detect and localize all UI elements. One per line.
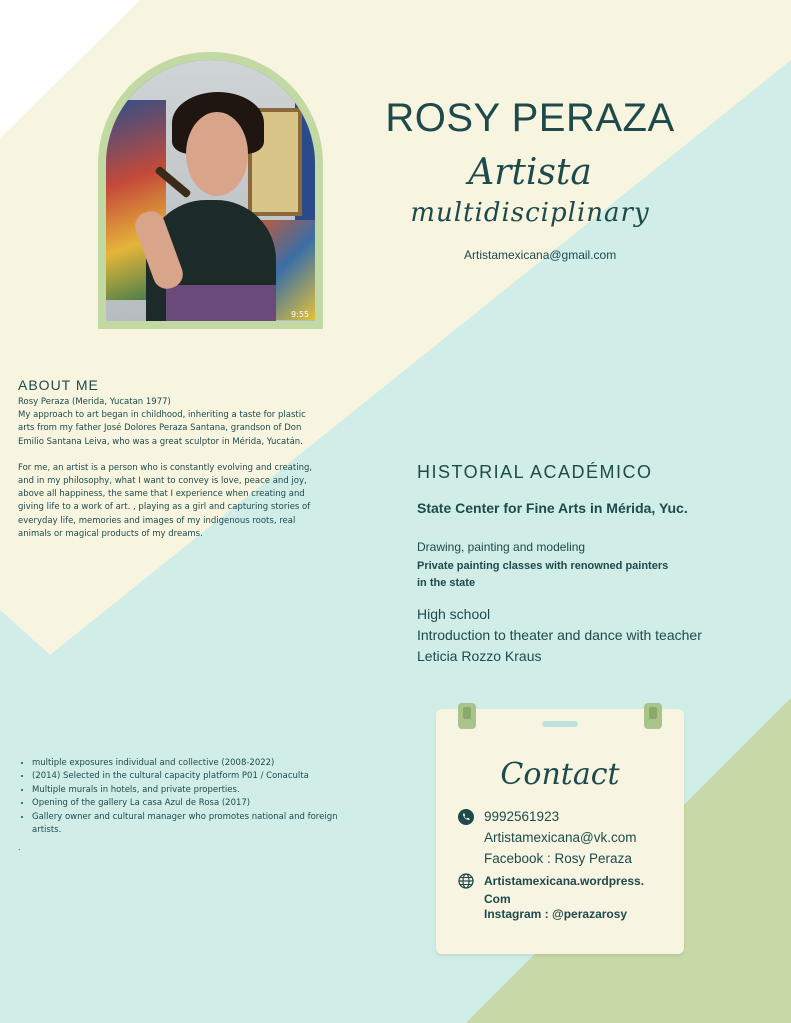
about-heading: ABOUT ME xyxy=(18,377,99,393)
about-text xyxy=(18,396,318,554)
list-item: • Gallery owner and cultural manager who promotes national and foreign artists. xyxy=(32,811,352,838)
academic-institution: State Center for Fine Arts in Mérida, Yuc. xyxy=(417,500,688,516)
academic-line-1: Drawing, painting and modeling xyxy=(417,540,586,554)
clip-left-icon xyxy=(458,703,476,729)
contact-instagram[interactable]: Instagram : @perazarosy xyxy=(484,907,628,921)
academic-line-3: High school Introduction to theater and dance with teacher Leticia Rozzo Kraus xyxy=(417,606,702,664)
about-paragraph-1: Rosy Peraza (Merida, Yucatan 1977) My approach to art began in childhood, inheriting a taste for plastic arts from my father José Dolores Peraza Santana, grandson of Don Emilio Santana Leiva, who was a great sculptor in Mérida, Yucatán. xyxy=(18,397,306,447)
list-item: • (2014) Selected in the cultural capacity platform P01 / Conaculta xyxy=(32,770,352,783)
contact-website[interactable]: Artistamexicana.wordpress. Com xyxy=(484,874,645,906)
artist-name: ROSY PERAZA xyxy=(385,96,675,140)
contact-phone[interactable]: 9992561923 xyxy=(484,809,560,824)
list-item: • multiple exposures individual and collective (2008-2022) xyxy=(32,757,352,770)
photo-timestamp: 9:55 xyxy=(291,310,309,319)
list-tail: . xyxy=(18,843,21,852)
profile-photo xyxy=(106,60,315,321)
card-slot xyxy=(542,721,578,727)
achievements-list xyxy=(22,757,352,837)
list-item: • Multiple murals in hotels, and private properties. xyxy=(32,784,352,797)
contact-card xyxy=(436,709,684,954)
list-item: • Opening of the gallery La casa Azul de Rosa (2017) xyxy=(32,797,352,810)
phone-icon xyxy=(458,809,474,825)
contact-email[interactable]: Artistamexicana@vk.com xyxy=(484,830,637,845)
title-multidisciplinary: multidisciplinary xyxy=(410,198,650,228)
academic-heading: HISTORIAL ACADÉMICO xyxy=(417,462,653,482)
about-paragraph-2: For me, an artist is a person who is constantly evolving and creating, and in my philosophy, what I want to convey is love, peace and joy, above all happiness, the same that I experience when creating and giving life to a work of art. , playing as a girl and capturing stories of everyday life, memories and images of my indigenous roots, real animals or magical products of my dreams. xyxy=(18,462,313,539)
profile-photo-frame xyxy=(98,52,323,329)
clip-right-icon xyxy=(644,703,662,729)
contact-heading: Contact xyxy=(500,757,620,792)
header-email[interactable]: Artistamexicana@gmail.com xyxy=(464,248,617,262)
contact-facebook[interactable]: Facebook : Rosy Peraza xyxy=(484,851,632,866)
title-artista: Artista xyxy=(468,152,592,193)
academic-line-2: Private painting classes with renowned painters in the state xyxy=(417,560,669,589)
globe-icon xyxy=(458,873,474,889)
